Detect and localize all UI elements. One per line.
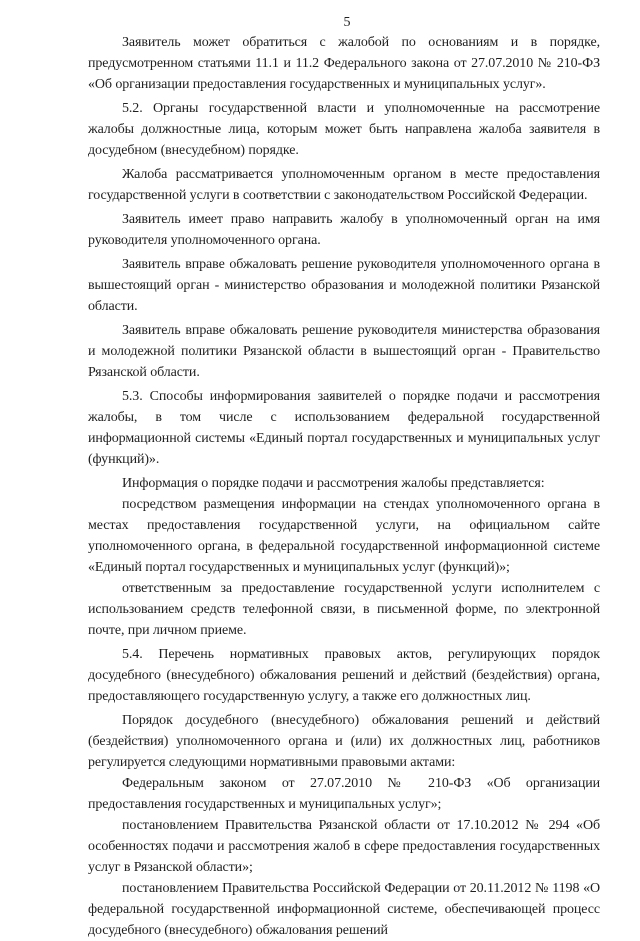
paragraph-5-2-authorities: 5.2. Органы государственной власти и уполномоченные на рассмотрение жалобы должностные лица, которым может быть направлена жалоба заявителя в досудебном (внесудебном) порядке. (88, 101, 600, 158)
paragraph-complaint-review-place: Жалоба рассматривается уполномоченным органом в месте предоставления государственной услуги в соответствии с законодательством Российской Федерации. (88, 167, 600, 203)
paragraph-complaint-grounds: Заявитель может обратиться с жалобой по основаниям и в порядке, предусмотренном статьями 11.1 и 11.2 Федерального закона от 27.07.2010 № 210-ФЗ «Об организации предоставления государственных и муниципальных услуг». (88, 35, 600, 92)
paragraph-info-stands: посредством размещения информации на стендах уполномоченного органа в местах предоставления государственной услуги, на официальном сайте уполномоченного органа, в федеральной государственной информационной системе «Единый портал государственных и муниципальных услуг (функций)»; (88, 497, 600, 575)
document-page (88, 14, 600, 941)
paragraph-rf-resolution: постановлением Правительства Российской Федерации от 20.11.2012 № 1198 «О федеральной государственной информационной системе, обеспечивающей процесс досудебного (внесудебного) обжалования решений (88, 881, 600, 938)
paragraph-appeal-government: Заявитель вправе обжаловать решение руководителя министерства образования и молодежной политики Рязанской области в вышестоящий орган - Правительство Рязанской области. (88, 323, 600, 380)
paragraph-5-4-legal-acts: 5.4. Перечень нормативных правовых актов, регулирующих порядок досудебного (внесудебного) обжалования решений и действий (бездействия) органа, предоставляющего государственную услугу, а также его должностных лиц. (88, 647, 600, 704)
paragraph-appeal-procedure: Порядок досудебного (внесудебного) обжалования решений и действий (бездействия) уполномоченного органа и (или) их должностных лиц, работников регулируется следующими нормативными правовыми актами: (88, 713, 600, 770)
paragraph-right-to-send: Заявитель имеет право направить жалобу в уполномоченный орган на имя руководителя уполномоченного органа. (88, 212, 600, 248)
paragraph-federal-law: Федеральным законом от 27.07.2010 № 210-ФЗ «Об организации предоставления государственных и муниципальных услуг»; (88, 776, 600, 812)
paragraph-5-3-informing: 5.3. Способы информирования заявителей о порядке подачи и рассмотрения жалобы, в том числе с использованием федеральной государственной информационной системы «Единый портал государственных и муниципальных услуг (функций)». (88, 389, 600, 467)
paragraph-appeal-ministry: Заявитель вправе обжаловать решение руководителя уполномоченного органа в вышестоящий орган - министерство образования и молодежной политики Рязанской области. (88, 257, 600, 314)
page-number: 5 (343, 15, 351, 30)
paragraph-ryazan-resolution: постановлением Правительства Рязанской области от 17.10.2012 № 294 «Об особенностях подачи и рассмотрения жалоб в сфере предоставления государственных услуг в Рязанской области»; (88, 818, 600, 875)
paragraph-info-responsible: ответственным за предоставление государственной услуги исполнителем с использованием средств телефонной связи, в письменной форме, по электронной почте, при личном приеме. (88, 581, 600, 638)
paragraph-info-provided: Информация о порядке подачи и рассмотрения жалобы представляется: (122, 476, 545, 491)
